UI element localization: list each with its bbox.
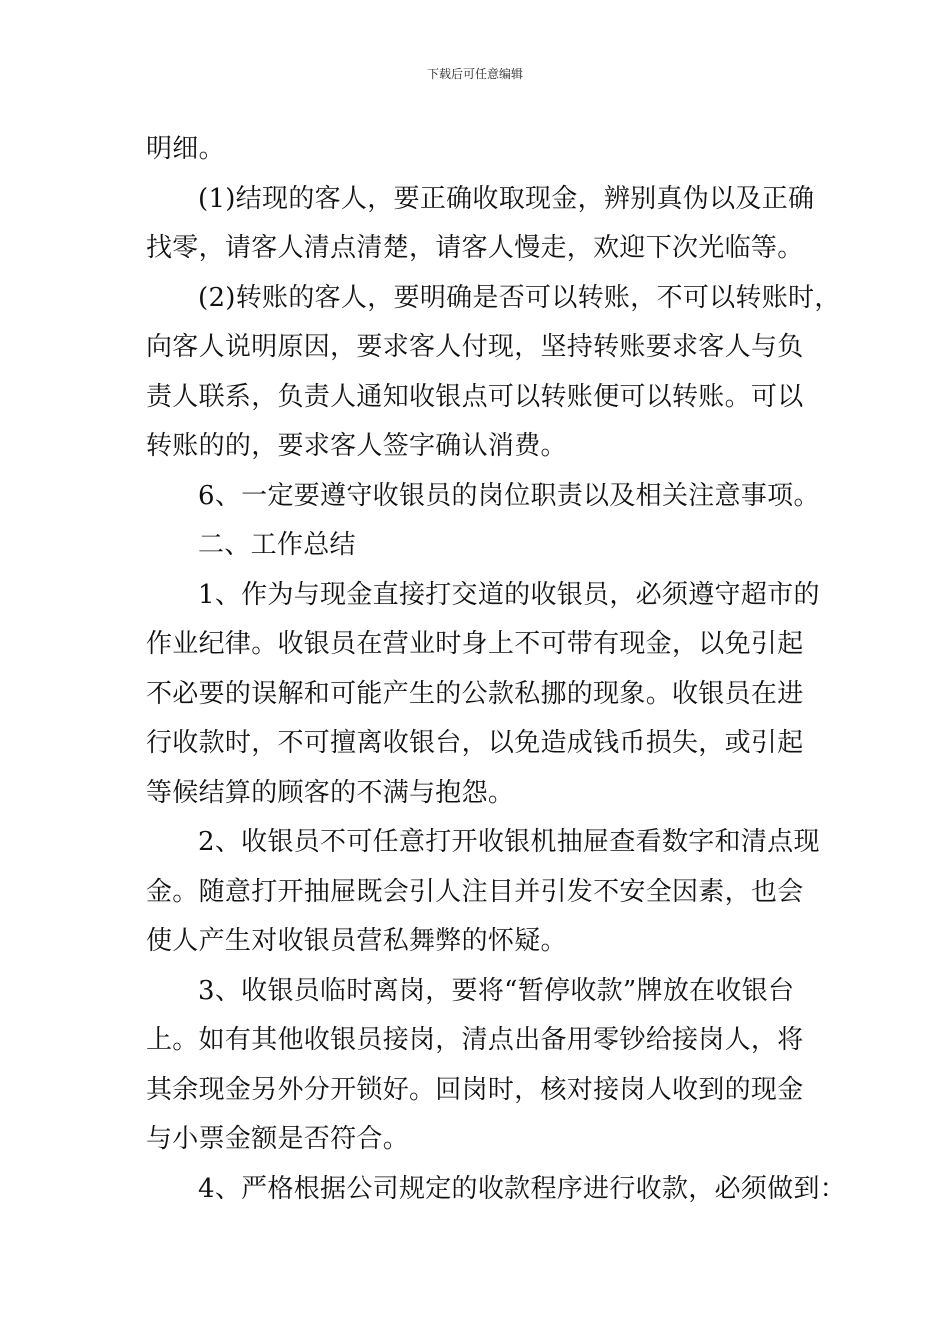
text-line: 1、作为与现金直接打交道的收银员，必须遵守超市的 xyxy=(198,579,820,610)
page-header: 下载后可任意编辑 xyxy=(426,67,523,81)
text-line: 转账的的，要求客人签字确认消费。 xyxy=(146,431,567,461)
text-line: 明细。 xyxy=(146,134,225,164)
text-line: 金。随意打开抽屉既会引人注目并引发不安全因素，也会 xyxy=(146,876,804,907)
text-line: 4、严格根据公司规定的收款程序进行收款，必须做到： xyxy=(198,1173,847,1204)
text-line: 使人产生对收银员营私舞弊的怀疑。 xyxy=(146,926,567,956)
text-line: (1)结现的客人，要正确收取现金，辨别真伪以及正确 xyxy=(198,183,815,214)
text-line: 与小票金额是否符合。 xyxy=(146,1124,410,1154)
text-line: 3、收银员临时离岗，要将“暂停收款”牌放在收银台 xyxy=(198,975,795,1006)
document-body xyxy=(146,125,847,1214)
text-line: 其余现金另外分开锁好。回岗时，核对接岗人收到的现金 xyxy=(146,1074,804,1105)
text-line: 找零，请客人清点清楚，请客人慢走，欢迎下次光临等。 xyxy=(146,233,804,263)
text-line: 2、收银员不可任意打开收银机抽屉查看数字和清点现 xyxy=(198,827,820,857)
section-heading: 二、工作总结 xyxy=(198,530,356,560)
text-line: 等候结算的顾客的不满与抱怨。 xyxy=(146,777,515,808)
text-line: 6、一定要遵守收银员的岗位职责以及相关注意事项。 xyxy=(198,480,820,511)
text-line: 不必要的误解和可能产生的公款私挪的现象。收银员在进 xyxy=(146,678,804,709)
text-line: 行收款时，不可擅离收银台，以免造成钱币损失，或引起 xyxy=(146,728,804,758)
text-line: 责人联系，负责人通知收银点可以转账便可以转账。可以 xyxy=(146,381,804,412)
text-line: 向客人说明原因，要求客人付现，坚持转账要求客人与负 xyxy=(146,332,804,362)
text-line: 作业纪律。收银员在营业时身上不可带有现金，以免引起 xyxy=(146,629,804,659)
text-line: (2)转账的客人，要明确是否可以转账，不可以转账时， xyxy=(198,282,841,313)
text-line: 上。如有其他收银员接岗，清点出备用零钞给接岗人，将 xyxy=(146,1025,804,1055)
